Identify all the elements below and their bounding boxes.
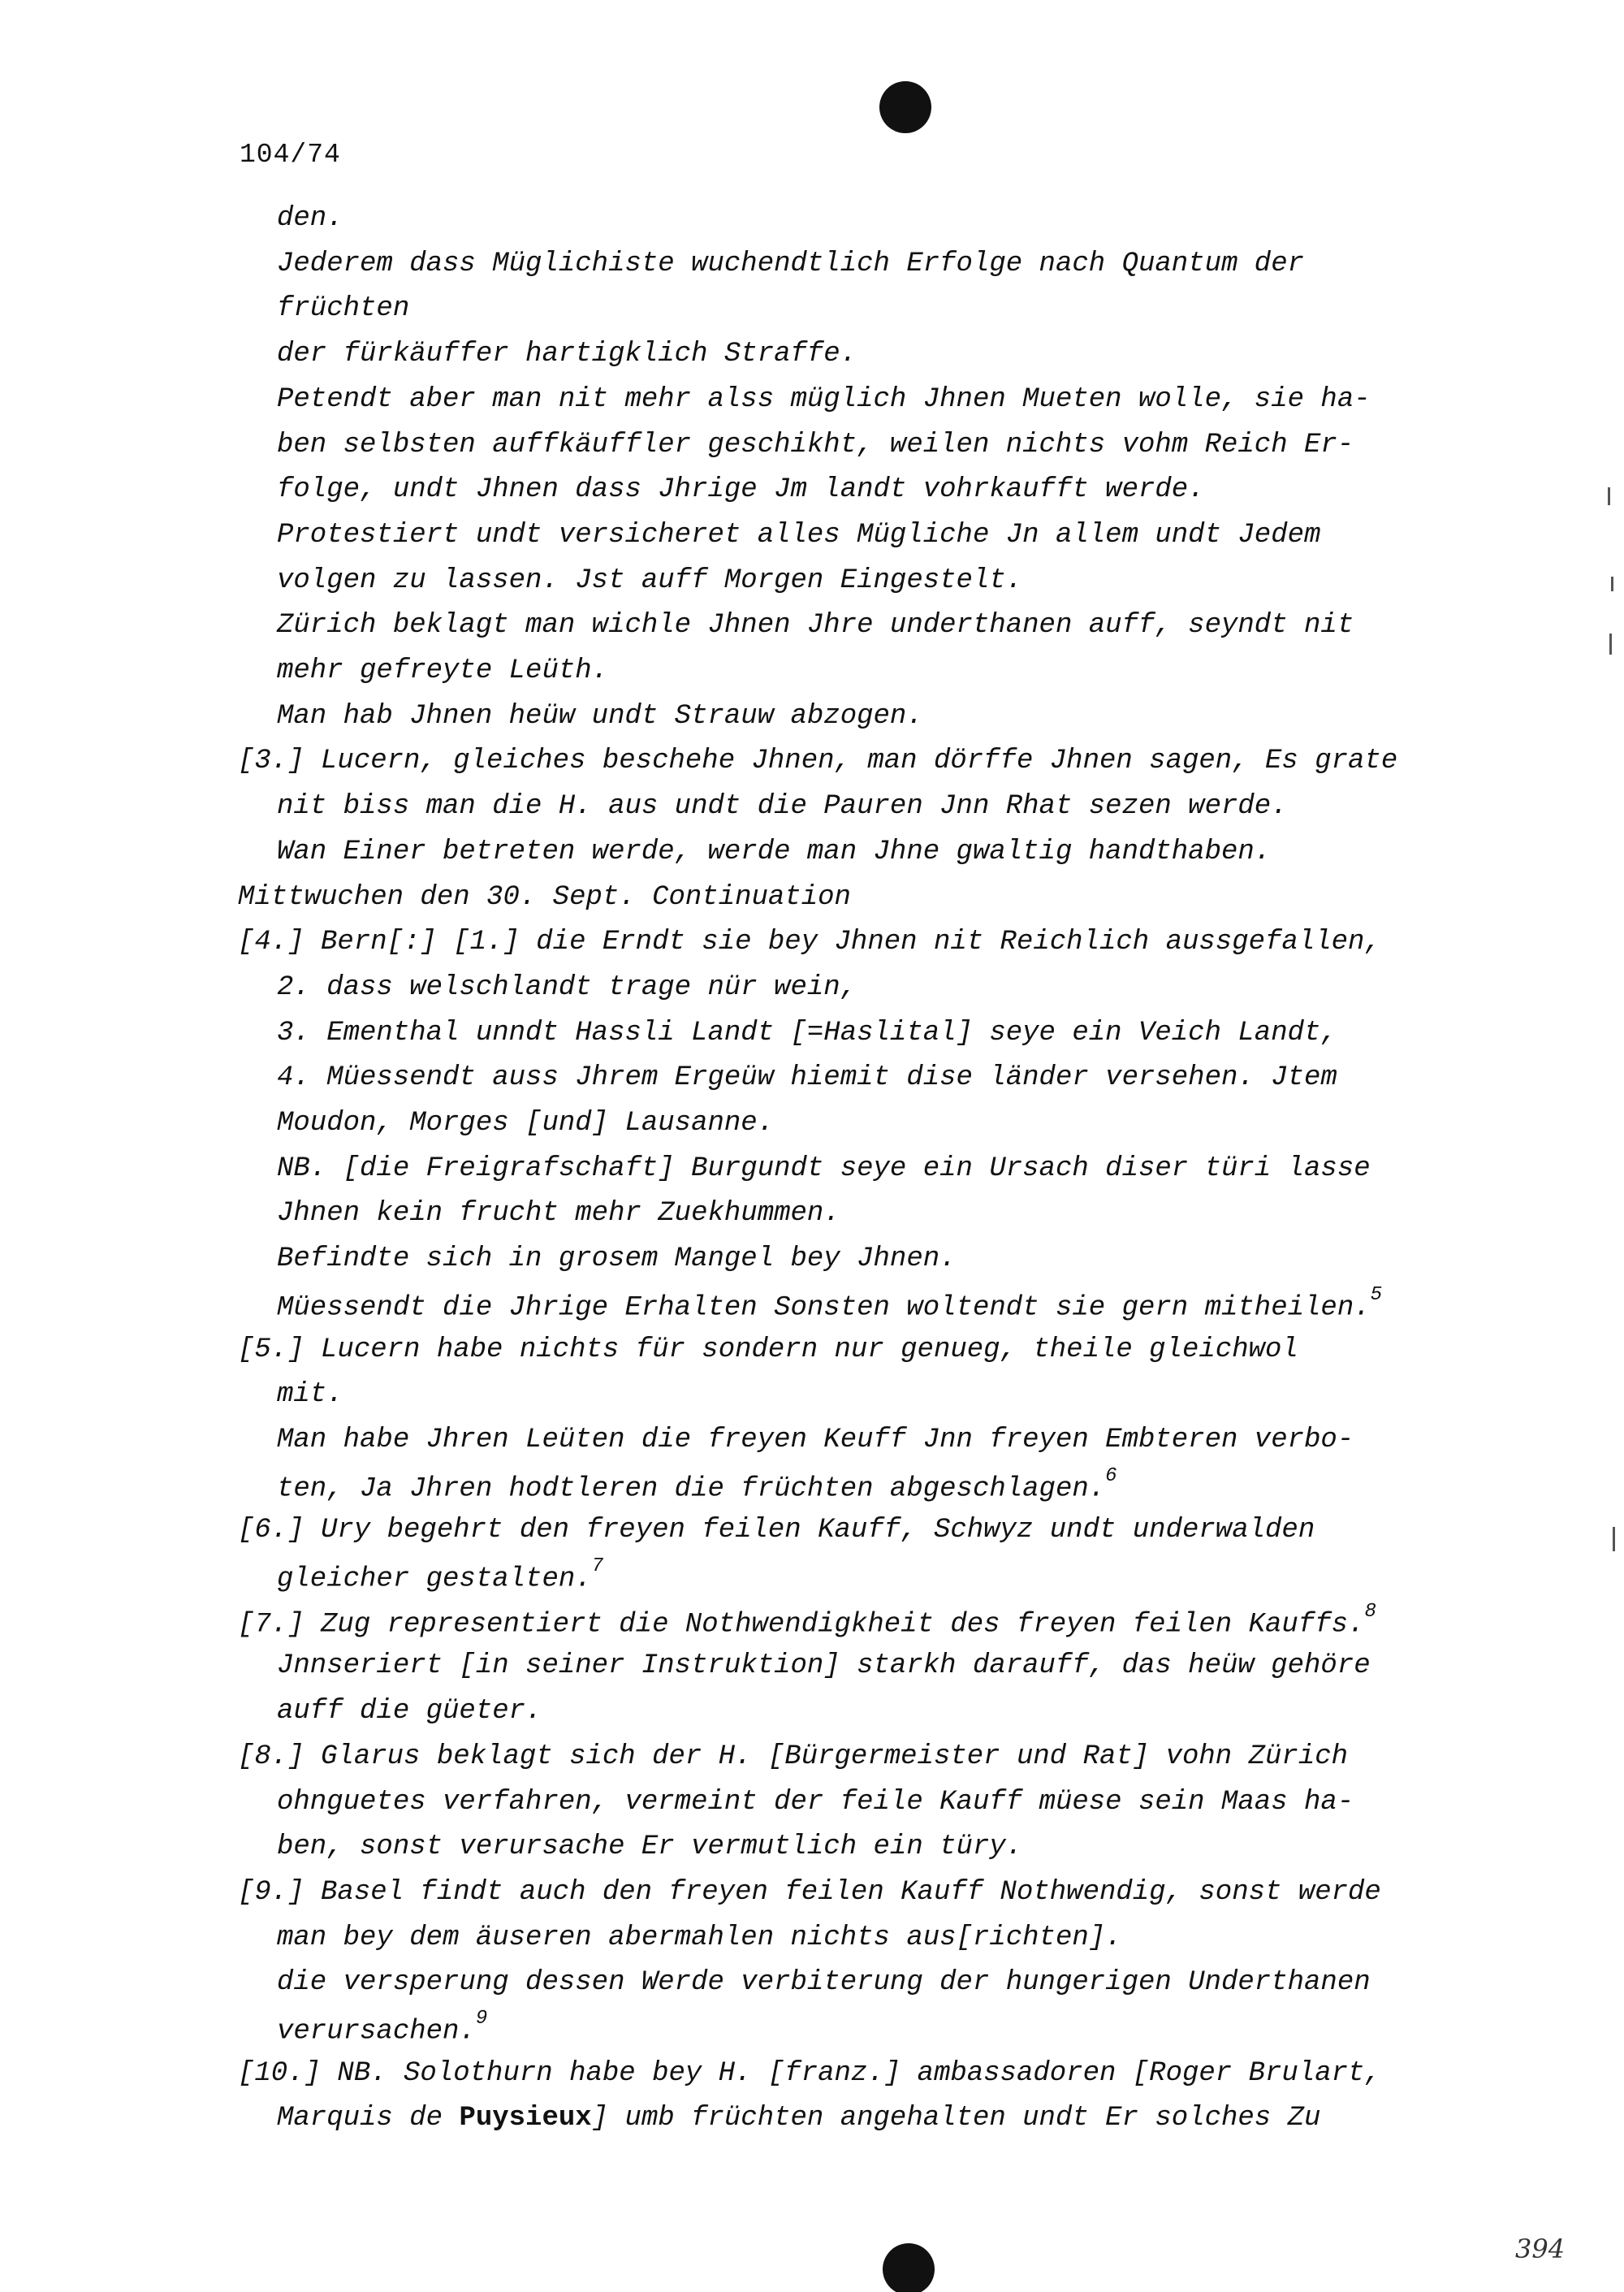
line-text: Protestiert undt versicheret alles Mügliche Jn allem undt Jedem <box>277 519 1321 551</box>
text-line <box>277 972 857 1003</box>
text-line <box>277 1464 1117 1504</box>
text-line <box>277 565 1022 596</box>
line-text: man bey dem äuseren abermahlen nichts aus[richten]. <box>277 1922 1122 1953</box>
bold-name: Puysieux <box>459 2103 592 2134</box>
line-text: [9.] Basel findt auch den freyen feilen Kauff Nothwendig, sonst werde <box>238 1876 1381 1908</box>
text-line <box>277 1283 1383 1324</box>
line-text: ohnguetes verfahren, vermeint der feile Kauff müese sein Maas ha- <box>277 1786 1354 1818</box>
line-text: ben selbsten auffkäuffler geschikht, weilen nichts vohm Reich Er- <box>277 429 1354 461</box>
line-text: ben, sonst verursache Er vermutlich ein türy. <box>277 1831 1023 1863</box>
line-text: der fürkäuffer hartigklich Straffe. <box>277 339 857 370</box>
text-line <box>277 1555 604 1595</box>
footnote-marker: 6 <box>1105 1464 1117 1487</box>
text-line <box>277 1062 1337 1093</box>
line-text: nit biss man die H. aus undt die Pauren Jnn Rhat sezen werde. <box>277 791 1288 823</box>
archive-number: 394 <box>1515 2234 1566 2264</box>
text-line <box>277 610 1354 641</box>
text-line <box>238 1877 1381 1908</box>
page-number: 104/74 <box>240 140 341 170</box>
text-line <box>277 655 608 686</box>
text-line <box>238 1515 1315 1546</box>
text-line <box>277 1379 343 1410</box>
text-line <box>238 1334 1298 1365</box>
line-text: Marquis de <box>277 2103 460 2134</box>
line-text: Man habe Jhren Leüten die freyen Keuff Jnn freyen Embteren verbo- <box>277 1424 1354 1455</box>
line-text: Befindte sich in grosem Mangel bey Jhnen. <box>277 1243 957 1275</box>
text-line <box>238 882 851 913</box>
line-text: auff die güeter. <box>277 1696 542 1728</box>
punch-hole-bottom <box>883 2243 935 2292</box>
text-line <box>277 249 1304 279</box>
text-line <box>277 430 1354 461</box>
line-text: 2. dass welschlandt trage nür wein, <box>277 971 857 1003</box>
text-line <box>238 2058 1381 2089</box>
line-text-continued: ] umb früchten angehalten undt Er solches Zu <box>591 2103 1321 2134</box>
line-text: die versperung dessen Werde verbiterung der hungerigen Underthanen <box>277 1967 1371 1999</box>
line-text: Petendt aber man nit mehr alss müglich Jhnen Mueten wolle, sie ha- <box>277 383 1371 415</box>
line-text: Müessendt die Jhrige Erhalten Sonsten woltendt sie gern mitheilen. <box>277 1292 1371 1324</box>
text-line <box>277 791 1288 822</box>
line-text: mehr gefreyte Leüth. <box>277 655 609 686</box>
text-line <box>277 293 409 324</box>
text-line <box>238 746 1397 776</box>
text-line <box>238 1600 1376 1641</box>
line-text: verursachen. <box>277 2016 476 2048</box>
text-line <box>277 1650 1371 1681</box>
text-line <box>277 1967 1371 1998</box>
text-line <box>277 1696 542 1727</box>
footnote-marker: 9 <box>475 2008 488 2030</box>
text-line <box>277 1198 840 1229</box>
text-line <box>277 1425 1354 1455</box>
text-line <box>277 1108 774 1139</box>
text-line <box>277 1787 1354 1818</box>
line-text: Jhnen kein frucht mehr Zuekhummen. <box>277 1198 840 1230</box>
line-text: [10.] NB. Solothurn habe bey H. [franz.] ambassadoren [Roger Brulart, <box>238 2057 1381 2089</box>
text-line <box>277 701 923 732</box>
line-text: [5.] Lucern habe nichts für sondern nur genueg, theile gleichwol <box>238 1334 1298 1365</box>
text-line <box>277 2103 1320 2134</box>
line-text: mit. <box>277 1379 343 1411</box>
line-text: Moudon, Morges [und] Lausanne. <box>277 1108 775 1139</box>
footnote-marker: 8 <box>1364 1600 1376 1623</box>
line-text: gleicher gestalten. <box>277 1563 592 1595</box>
punch-hole-top <box>879 81 931 133</box>
line-text: den. <box>277 203 343 234</box>
line-text: Zürich beklagt man wichle Jhnen Jhre underthanen auff, seyndt nit <box>277 610 1354 642</box>
footnote-marker: 5 <box>1370 1283 1383 1306</box>
line-text: Wan Einer betreten werde, werde man Jhne gwaltig handthaben. <box>277 836 1272 867</box>
text-line <box>238 927 1381 958</box>
line-text: folge, undt Jhnen dass Jhrige Jm landt vohrkaufft werde. <box>277 474 1205 506</box>
text-line <box>277 339 857 370</box>
line-text: 3. Ementhal unndt Hassli Landt [=Haslital] seye ein Veich Landt, <box>277 1017 1337 1049</box>
text-line <box>277 837 1271 867</box>
text-line <box>277 1922 1122 1953</box>
margin-marks <box>1600 455 1624 1592</box>
line-text: [6.] Ury begehrt den freyen feilen Kauff, Schwyz undt underwalden <box>238 1515 1315 1546</box>
text-line <box>277 1831 1022 1862</box>
line-text: Mittwuchen den 30. Sept. Continuation <box>238 881 851 913</box>
line-text: [3.] Lucern, gleiches beschehe Jhnen, man dörffe Jhnen sagen, Es grate <box>238 746 1398 777</box>
text-line <box>277 1243 957 1274</box>
text-line <box>277 2008 488 2048</box>
text-line <box>277 203 343 234</box>
text-line <box>277 1153 1371 1184</box>
line-text: früchten <box>277 293 410 325</box>
text-line <box>238 1741 1348 1772</box>
line-text: [7.] Zug representiert die Nothwendigkheit des freyen feilen Kauffs. <box>238 1609 1365 1641</box>
line-text: volgen zu lassen. Jst auff Morgen Eingestelt. <box>277 564 1023 596</box>
line-text: [8.] Glarus beklagt sich der H. [Bürgermeister und Rat] vohn Zürich <box>238 1741 1349 1772</box>
text-line <box>277 474 1205 505</box>
line-text: Man hab Jhnen heüw undt Strauw abzogen. <box>277 700 923 732</box>
line-text: 4. Müessendt auss Jhrem Ergeüw hiemit dise länder versehen. Jtem <box>277 1062 1337 1094</box>
text-line <box>277 520 1320 551</box>
line-text: NB. [die Freigrafschaft] Burgundt seye ein Ursach diser türi lasse <box>277 1152 1371 1184</box>
line-text: Jnnseriert [in seiner Instruktion] starkh darauff, das heüw gehöre <box>277 1650 1371 1682</box>
footnote-marker: 7 <box>591 1555 604 1577</box>
text-line <box>277 1018 1337 1049</box>
line-text: [4.] Bern[:] [1.] die Erndt sie bey Jhnen nit Reichlich aussgefallen, <box>238 927 1381 958</box>
line-text: ten, Ja Jhren hodtleren die früchten abgeschlagen. <box>277 1473 1106 1504</box>
line-text: Jederem dass Müglichiste wuchendtlich Erfolge nach Quantum der <box>277 248 1305 279</box>
text-line <box>277 384 1371 415</box>
